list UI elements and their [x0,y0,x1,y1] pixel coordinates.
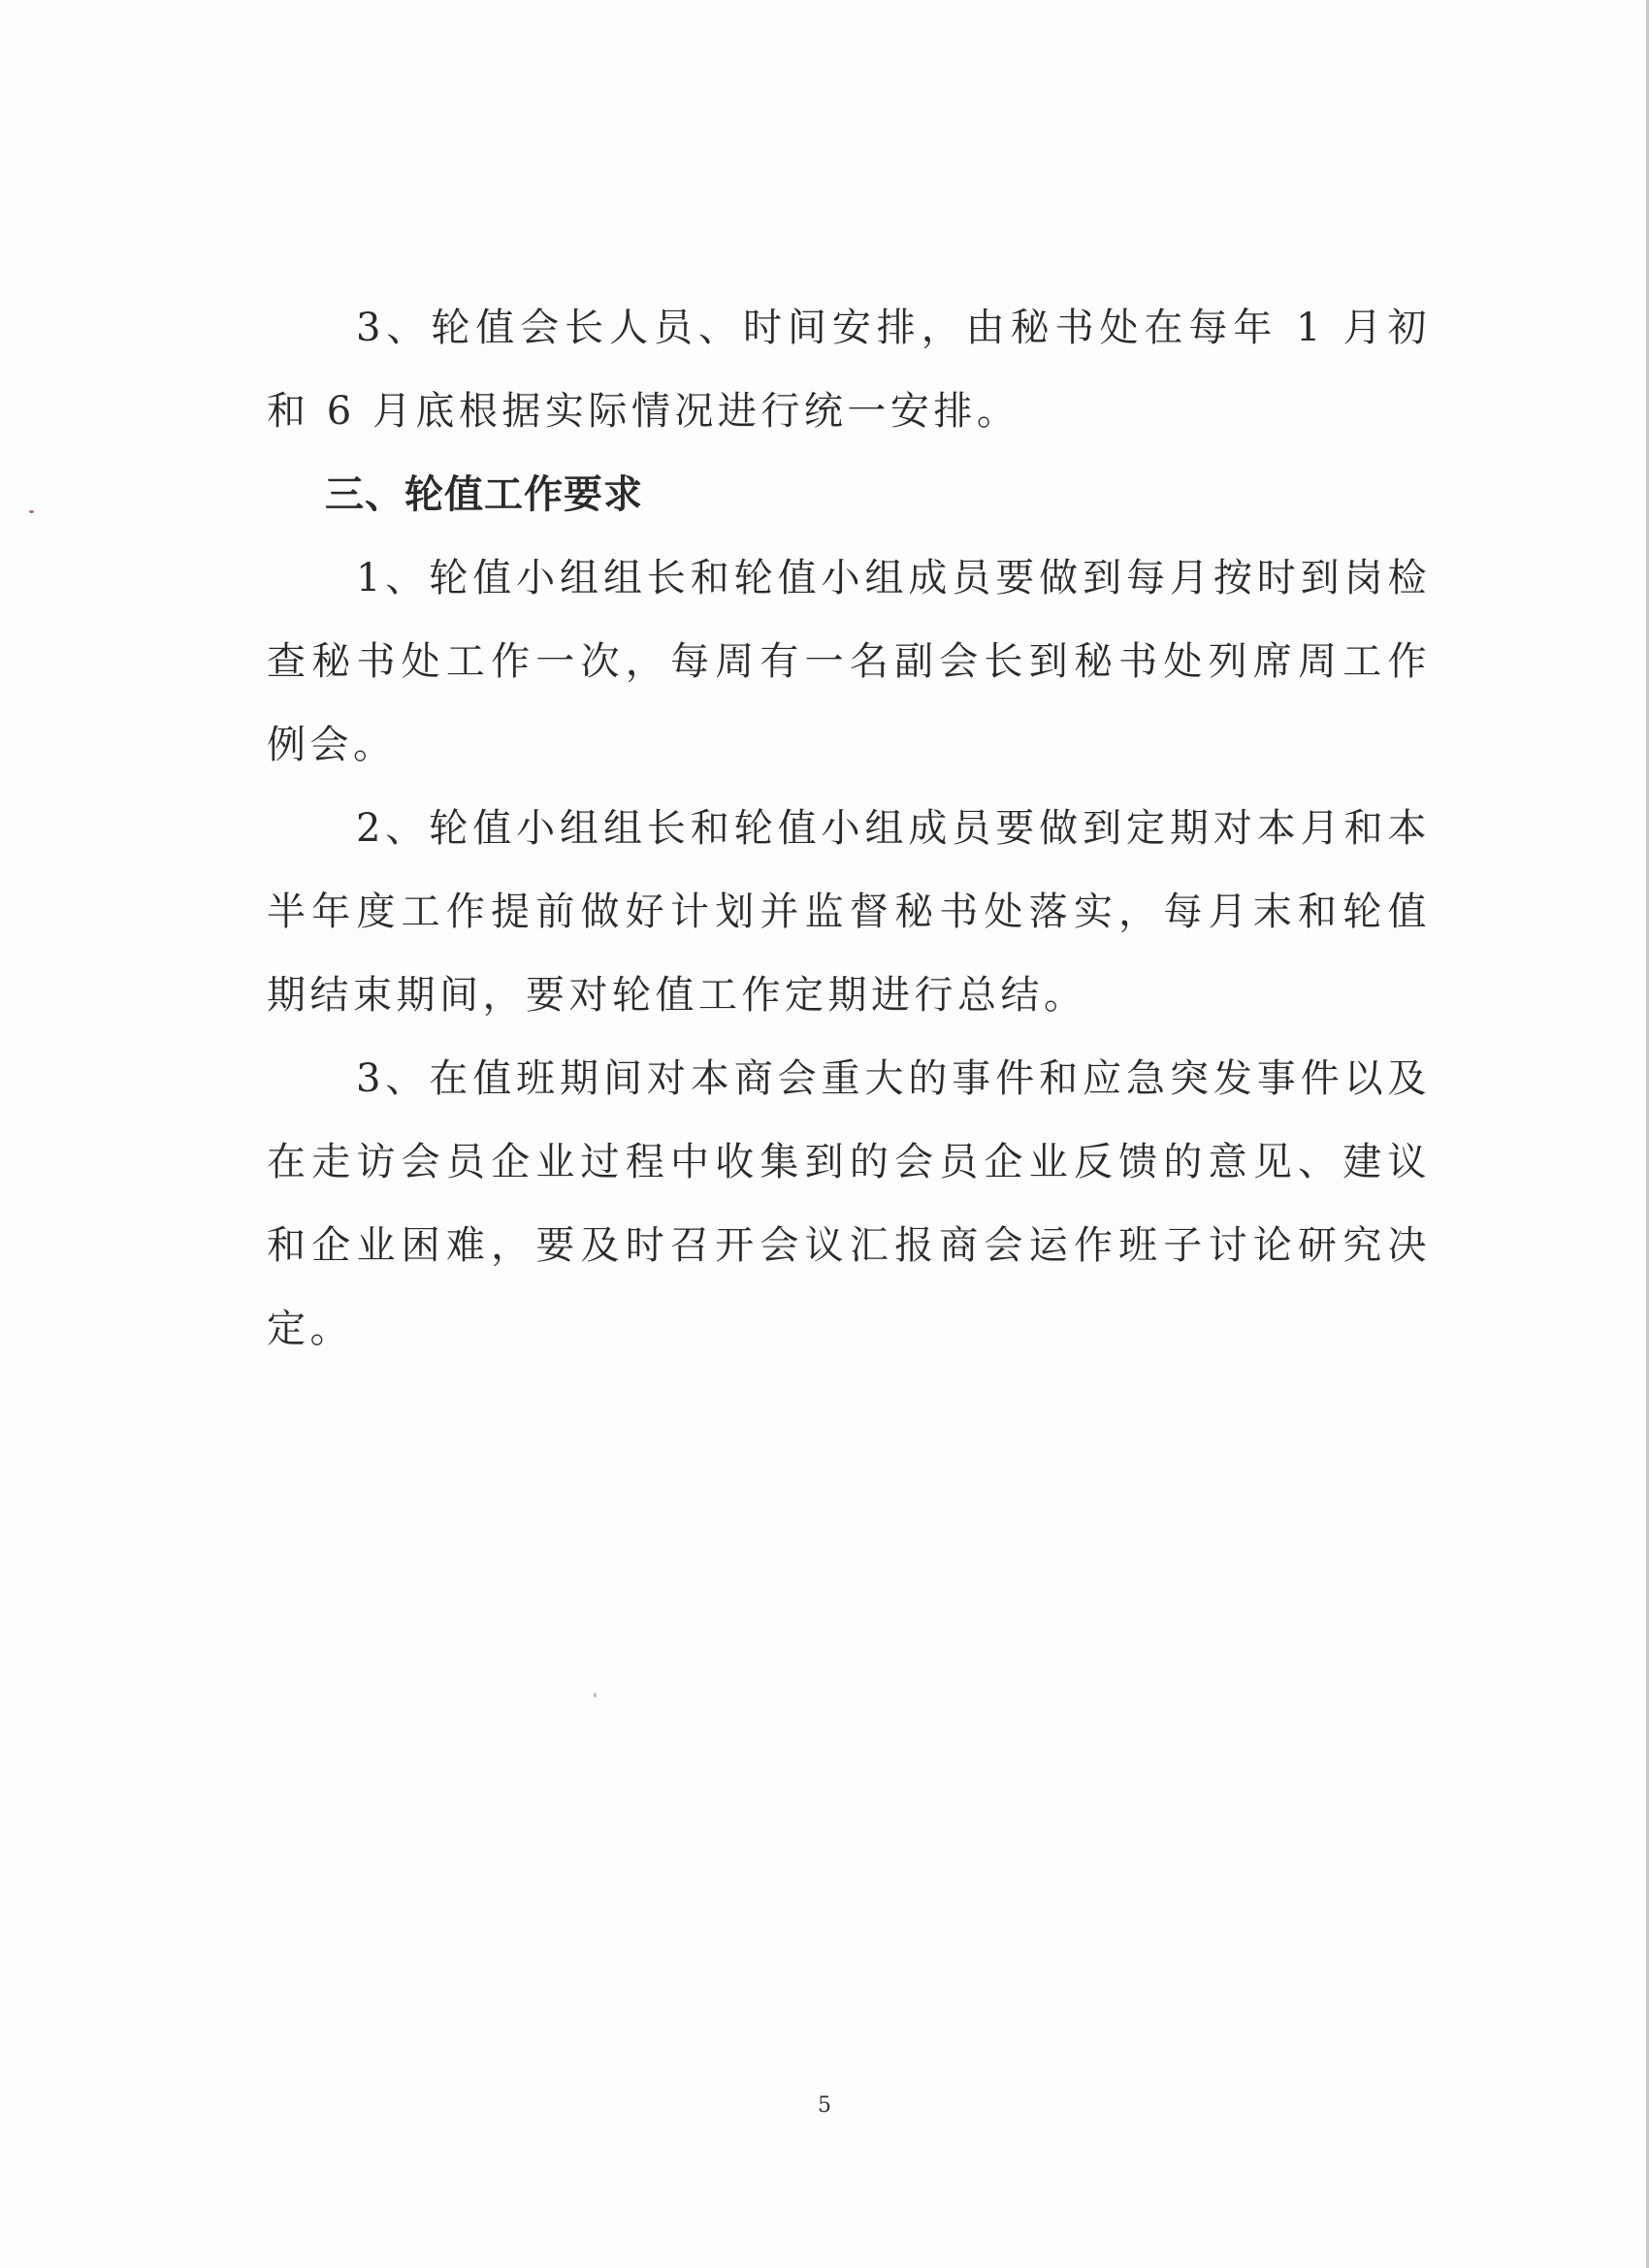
section-heading: 三、轮值工作要求 [325,472,643,517]
document-body [267,286,1431,1371]
page-number: 5 [818,2093,831,2118]
scan-speck [29,510,34,513]
requirement-paragraph-1: 1、轮值小组组长和轮值小组成员要做到每月按时到岗检查秘书处工作一次，每周有一名副会长到秘书处列席周工作例会。 [267,556,1431,767]
requirement-paragraph-3: 3、在值班期间对本商会重大的事件和应急突发事件以及在走访会员企业过程中收集到的会员企业反馈的意见、建议和企业困难，要及时召开会议汇报商会运作班子讨论研究决定。 [267,1056,1431,1351]
scan-speck [594,1693,597,1698]
paragraph-scheduling: 3、轮值会长人员、时间安排，由秘书处在每年 1 月初和 6 月底根据实际情况进行统一安排。 [267,306,1431,434]
requirement-paragraph-2: 2、轮值小组组长和轮值小组成员要做到定期对本月和本半年度工作提前做好计划并监督秘书处落实，每月末和轮值期结束期间，要对轮值工作定期进行总结。 [267,806,1431,1018]
